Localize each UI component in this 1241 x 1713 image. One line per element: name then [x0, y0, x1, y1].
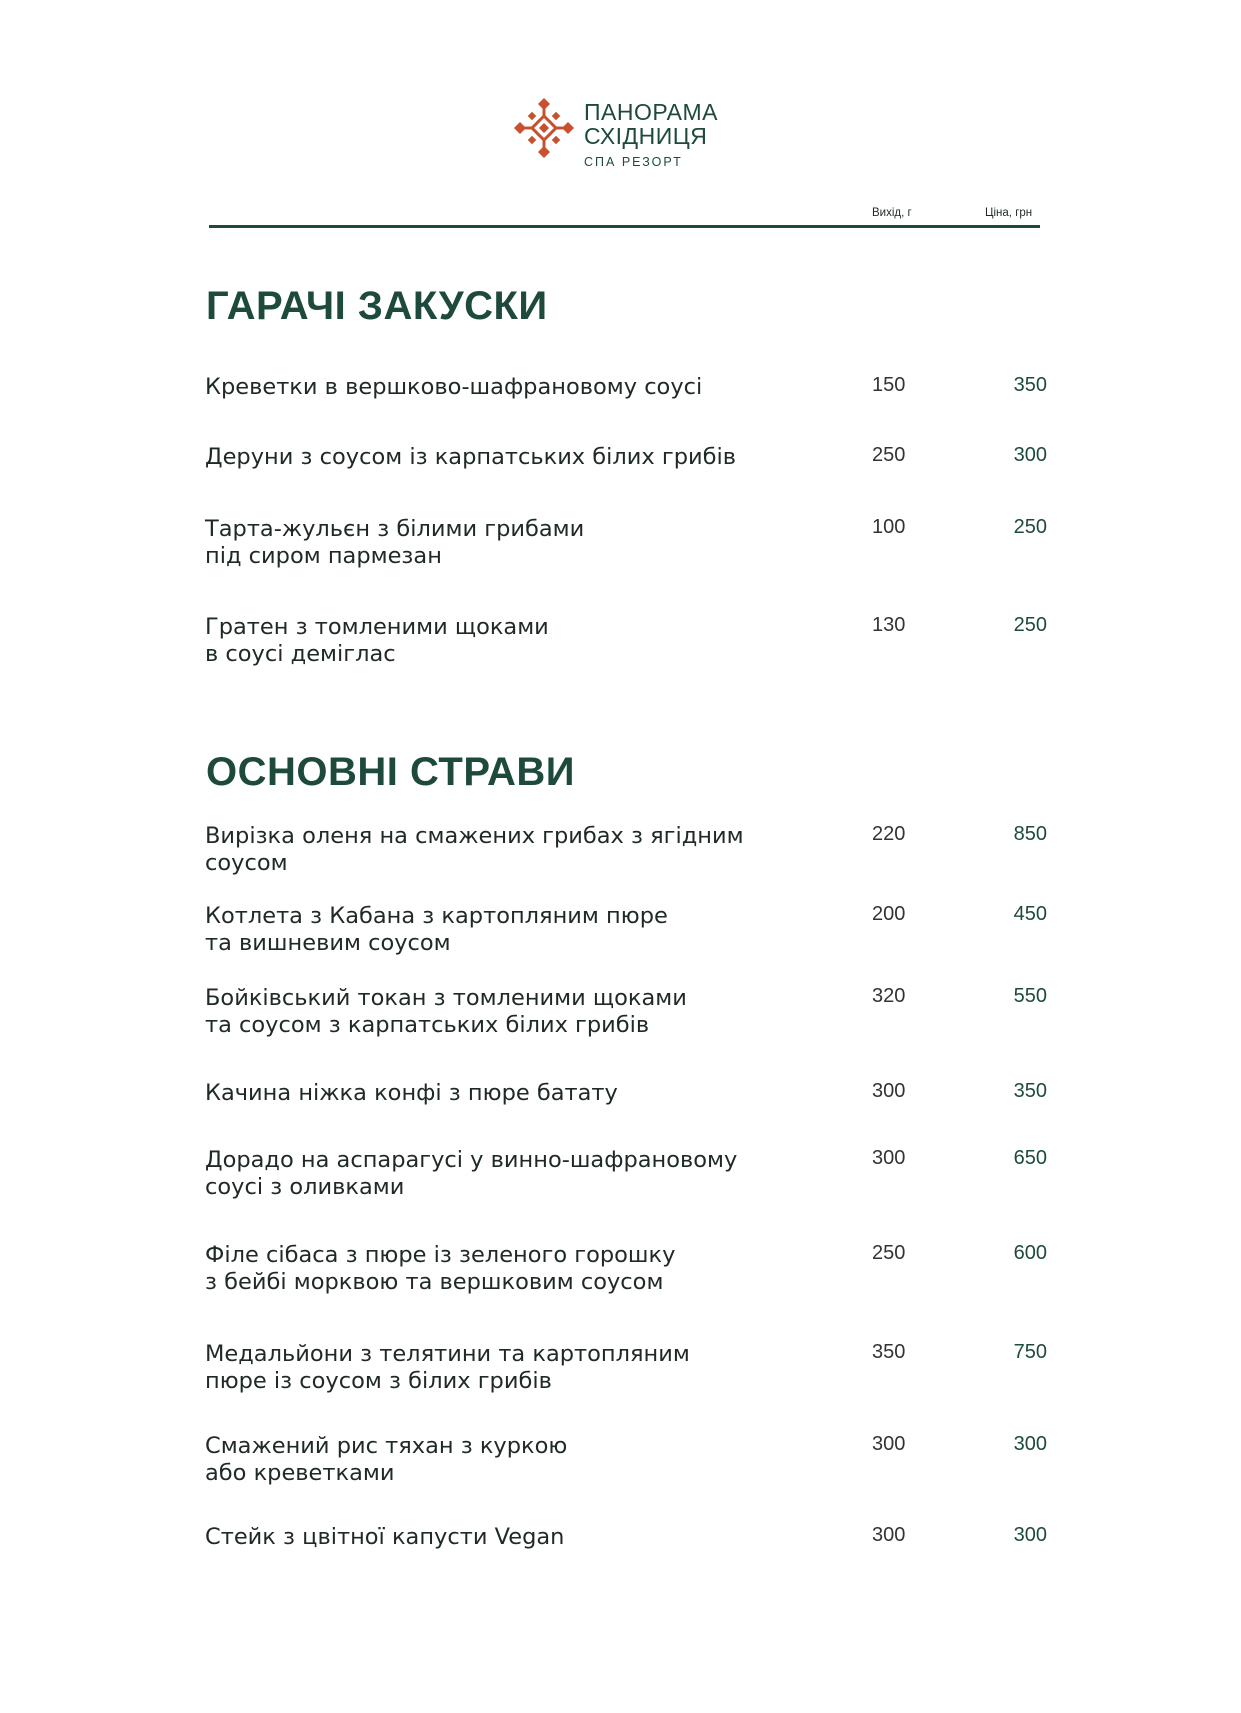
menu-item-price: 350 — [1013, 1080, 1047, 1102]
menu-item-weight: 200 — [872, 903, 906, 925]
menu-item-weight: 100 — [872, 516, 906, 538]
menu-item-price: 450 — [1013, 903, 1047, 925]
menu-item-price: 300 — [1013, 1524, 1047, 1546]
brand-line-3: СПА РЕЗОРТ — [584, 155, 683, 169]
menu-item-name: Дорадо на аспарагусі у винно-шафрановому соусі з оливками — [205, 1147, 738, 1200]
menu-item-weight: 300 — [872, 1524, 906, 1546]
menu-item-price: 250 — [1013, 614, 1047, 636]
menu-item-price: 600 — [1013, 1242, 1047, 1264]
column-header-price: Ціна, грн — [985, 207, 1033, 219]
menu-item-weight: 320 — [872, 985, 906, 1007]
menu-item-weight: 150 — [872, 374, 906, 396]
diamond-ornament-icon — [512, 96, 576, 160]
menu-item-price: 300 — [1013, 444, 1047, 466]
brand-logo — [512, 96, 732, 176]
header-divider — [209, 225, 1040, 228]
menu-item-name: Тарта-жульєн з білими грибами під сиром пармезан — [205, 516, 585, 569]
menu-item-price: 300 — [1013, 1433, 1047, 1455]
menu-item-name: Медальйони з телятини та картопляним пюре із соусом з білих грибів — [205, 1341, 690, 1394]
menu-item-name: Качина ніжка конфі з пюре батату — [205, 1080, 618, 1106]
menu-item-name: Смажений рис тяхан з куркою або креветками — [205, 1433, 568, 1486]
menu-item-weight: 300 — [872, 1433, 906, 1455]
column-header-weight: Вихід, г — [872, 207, 912, 219]
brand-line-1: ПАНОРАМА — [584, 99, 719, 125]
menu-item-weight: 300 — [872, 1147, 906, 1169]
menu-item-name: Вирізка оленя на смажених грибах з ягідним соусом — [205, 823, 744, 876]
brand-name — [584, 100, 718, 169]
menu-item-name: Філе сібаса з пюре із зеленого горошку з бейбі морквою та вершковим соусом — [205, 1242, 676, 1295]
menu-item-weight: 220 — [872, 823, 906, 845]
section-title-main-dishes: ОСНОВНІ СТРАВИ — [206, 750, 576, 794]
menu-item-name: Деруни з соусом із карпатських білих грибів — [205, 444, 736, 470]
brand-line-2: СХІДНИЦЯ — [584, 123, 708, 149]
menu-item-price: 850 — [1013, 823, 1047, 845]
menu-item-weight: 130 — [872, 614, 906, 636]
menu-item-price: 250 — [1013, 516, 1047, 538]
section-title-hot-appetizers: ГАРАЧІ ЗАКУСКИ — [206, 284, 548, 328]
menu-item-name: Бойківський токан з томленими щоками та соусом з карпатських білих грибів — [205, 985, 687, 1038]
menu-item-name: Котлета з Кабана з картопляним пюре та вишневим соусом — [205, 903, 668, 956]
menu-item-price: 350 — [1013, 374, 1047, 396]
menu-item-weight: 350 — [872, 1341, 906, 1363]
menu-item-price: 750 — [1013, 1341, 1047, 1363]
menu-item-weight: 250 — [872, 444, 906, 466]
menu-item-name: Гратен з томленими щоками в соусі деміглас — [205, 614, 549, 667]
menu-item-price: 550 — [1013, 985, 1047, 1007]
menu-item-weight: 300 — [872, 1080, 906, 1102]
menu-item-price: 650 — [1013, 1147, 1047, 1169]
menu-item-weight: 250 — [872, 1242, 906, 1264]
menu-item-name: Креветки в вершково-шафрановому соусі — [205, 374, 703, 400]
menu-item-name: Стейк з цвітної капусти Vegan — [205, 1524, 565, 1550]
